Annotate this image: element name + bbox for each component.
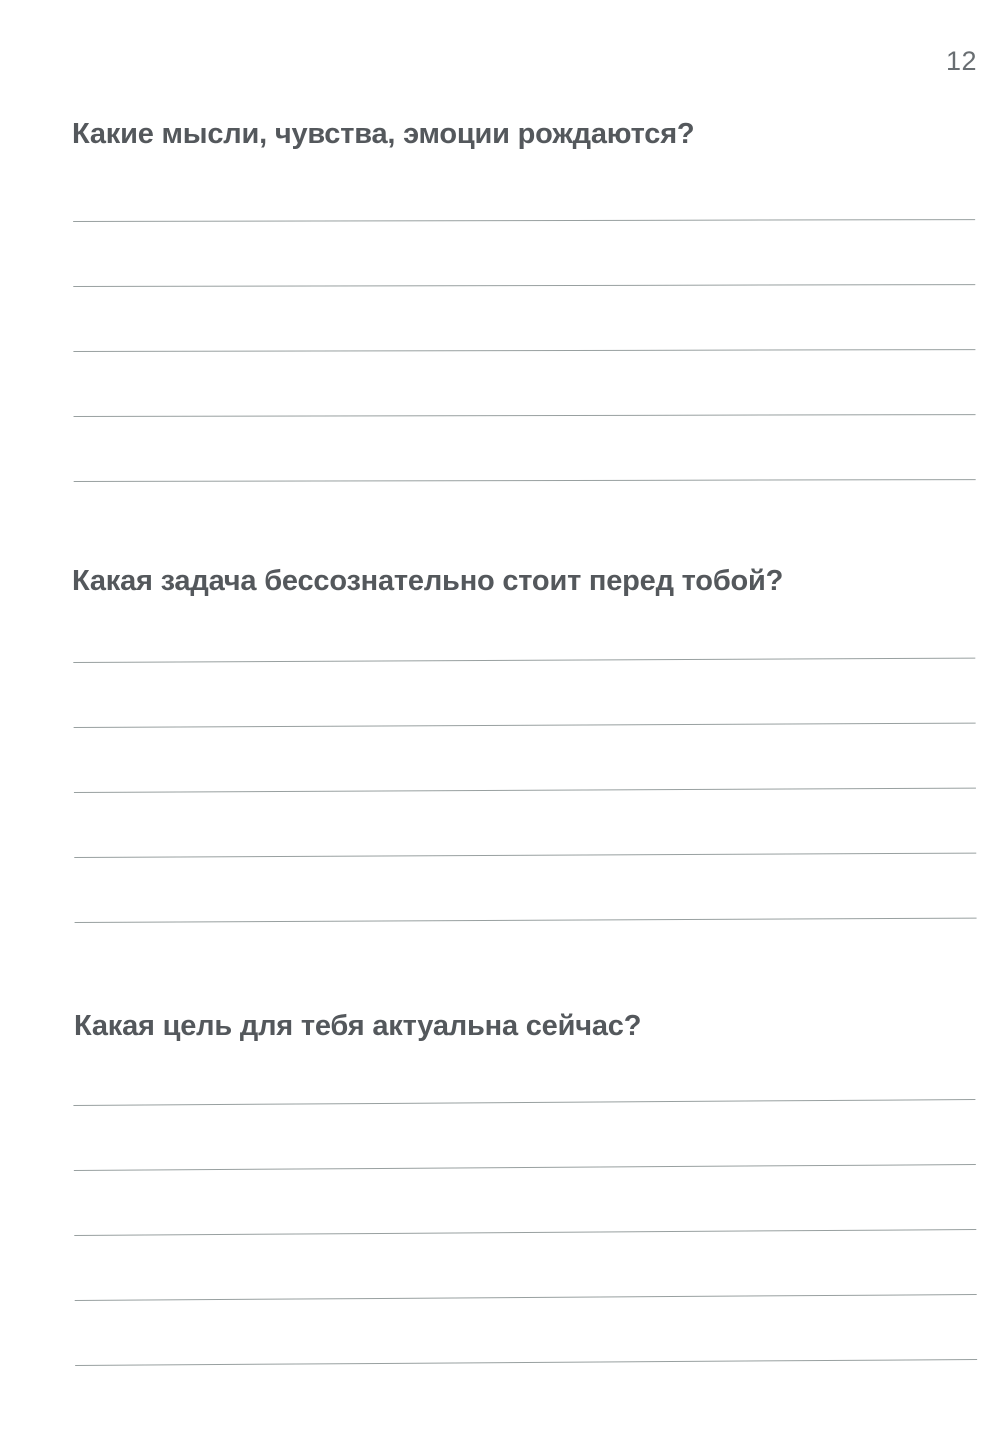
answer-line (73, 285, 975, 352)
question-text-1: Какие мысли, чувства, эмоции рождаются? (72, 118, 695, 150)
answer-line (73, 1100, 975, 1171)
answer-line (74, 854, 976, 923)
answer-line (75, 1295, 977, 1366)
question-text-2: Какая задача бессознательно стоит перед тобой? (72, 565, 784, 597)
answer-lines-2 (73, 594, 977, 923)
answer-line (74, 1165, 976, 1236)
answer-line (74, 724, 976, 793)
answer-line (73, 220, 975, 287)
answer-line (73, 1035, 975, 1106)
answer-lines-3 (73, 1035, 977, 1366)
answer-lines-1 (73, 155, 976, 482)
page-number: 12 (945, 46, 977, 76)
answer-line (74, 415, 976, 482)
question-text-3: Какая цель для тебя актуальна сейчас? (74, 1010, 642, 1042)
answer-line (74, 789, 976, 858)
answer-line (73, 155, 975, 222)
answer-line (73, 659, 975, 728)
answer-line (73, 594, 975, 663)
answer-line (74, 1230, 976, 1301)
answer-line (73, 350, 975, 417)
